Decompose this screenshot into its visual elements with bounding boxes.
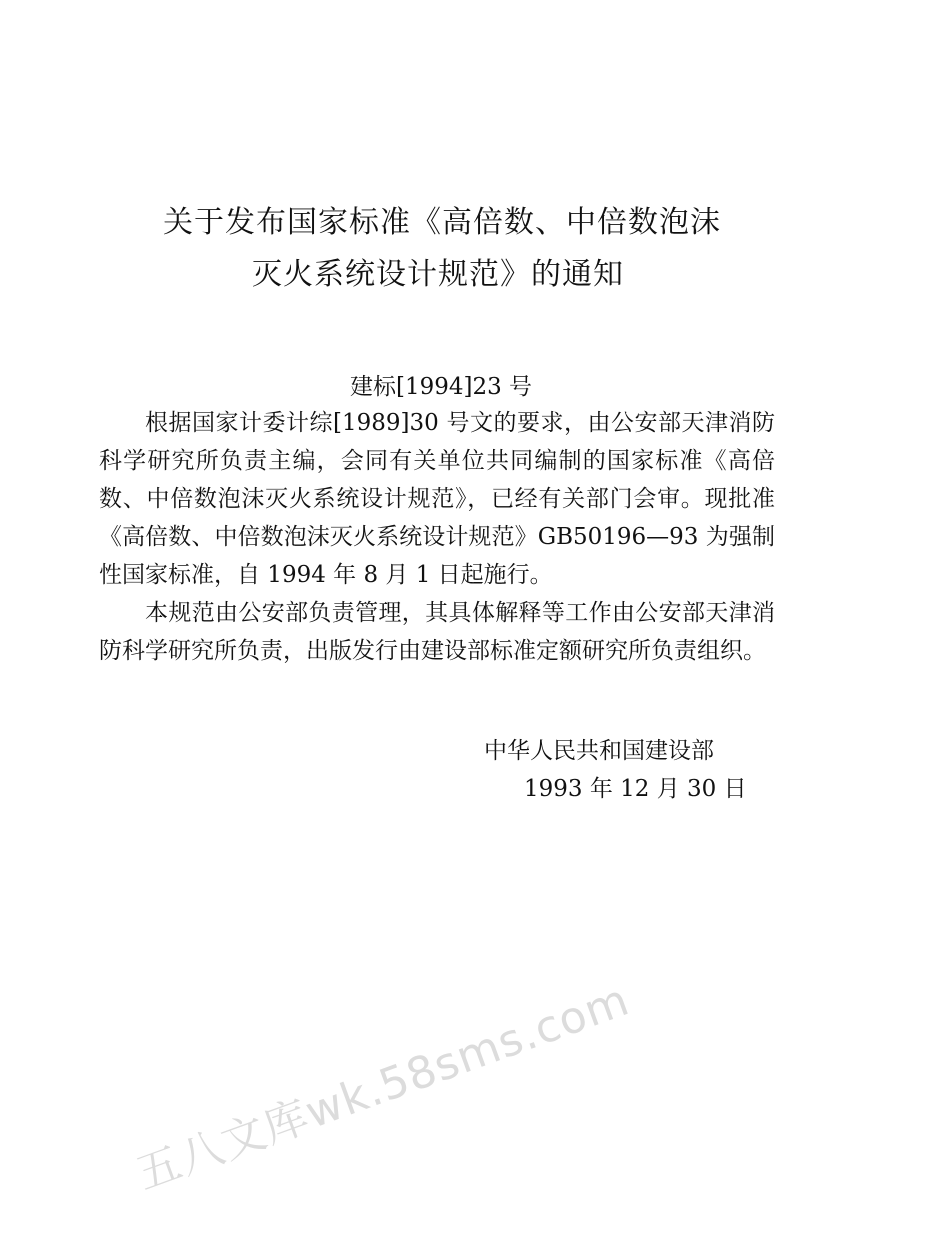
signature-block: [484, 732, 747, 808]
title-line-1: 关于发布国家标准《高倍数、中倍数泡沫: [163, 205, 721, 240]
paragraph-2: 本规范由公安部负责管理，其具体解释等工作由公安部天津消防科学研究所负责，出版发行由建设部标准定额研究所负责组织。: [99, 600, 775, 664]
document-number: 建标[1994]23 号: [350, 374, 533, 400]
issuing-organization: 中华人民共和国建设部: [484, 738, 714, 764]
issue-date: 1993 年 12 月 30 日: [524, 776, 747, 802]
paragraph-1: 根据国家计委计综[1989]30 号文的要求，由公安部天津消防科学研究所负责主编，会同有关单位共同编制的国家标准《高倍数、中倍数泡沫灭火系统设计规范》，已经有关部门会审。现批准《高倍数、中倍数泡沫灭火系统设计规范》GB50196—93 为强制性国家标准，自 1994 年 8 月 1 日起施行。: [99, 410, 775, 588]
notice-body: [99, 404, 775, 670]
title-line-2: 灭火系统设计规范》的通知: [252, 257, 624, 292]
watermark: 五八文库wk.58sms.com: [129, 974, 636, 1201]
